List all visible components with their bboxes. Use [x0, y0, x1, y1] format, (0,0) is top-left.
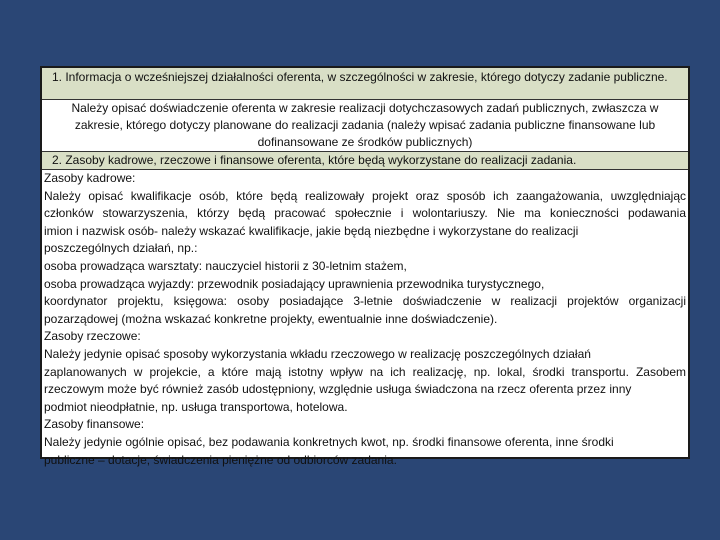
section-1-description: Należy opisać doświadczenie oferenta w zakresie realizacji dotychczasowych zadań publicznych, zwłaszcza w zakresie, którego dotyczy planowane do realizacji zadania (należy wpisać zadania publiczne finansowane lub dofinansowane ze środków publicznych) — [42, 100, 688, 152]
section-2-heading: 2. Zasoby kadrowe, rzeczowe i finansowe oferenta, które będą wykorzystane do realizacji zadania. — [42, 152, 688, 170]
body-line: pozarządowej (można wskazać konkretne projekty, ewentualnie inne doświadczenie). — [44, 311, 498, 326]
body-line: koordynator projektu, księgowa: osoby posiadające 3-letnie doświadczenie w realizacji projektów organizacji — [44, 294, 686, 309]
body-line: imion i nazwisk osób- należy wskazać kwalifikacje, jakie będą niezbędne i wykorzystane do realizacji — [44, 223, 579, 238]
section-1-heading: 1. Informacja o wcześniejszej działalności oferenta, w szczególności w zakresie, którego dotyczy zadanie publiczne. — [42, 68, 688, 100]
body-line: Należy jedynie opisać sposoby wykorzystania wkładu rzeczowego w realizację poszczególnych działań — [44, 346, 591, 361]
body-line: podmiot nieodpłatnie, np. usługa transportowa, hotelowa. — [44, 399, 348, 414]
body-line: członków stowarzyszenia, którzy będą pracować społecznie i wolontariuszy. Nie ma konieczności podawania — [44, 206, 686, 221]
body-line: poszczególnych działań, np.: — [44, 241, 198, 256]
body-line: osoba prowadząca warsztaty: nauczyciel historii z 30-letnim stażem, — [44, 258, 407, 273]
document-panel — [40, 66, 690, 467]
body-line: Należy jedynie ogólnie opisać, bez podawania konkretnych kwot, np. środki finansowe oferenta, inne środki — [44, 434, 614, 449]
body-line: zaplanowanych w projekcie, a które mają istotny wpływ na ich realizację, np. lokal, środki transportu. Zasobem — [44, 364, 686, 379]
subheading-material: Zasoby rzeczowe: — [44, 329, 141, 344]
body-line: publiczne – dotacje, świadczenia pieniężne od odbiorców zadania. — [44, 452, 397, 467]
section-2-body — [42, 170, 688, 467]
body-line: osoba prowadząca wyjazdy: przewodnik posiadający uprawnienia przewodnika turystycznego, — [44, 276, 545, 291]
body-line: rzeczowym może być również zasób udostępniony, względnie usługa świadczona na rzecz oferenta przez inny — [44, 382, 632, 397]
subheading-staff: Zasoby kadrowe: — [44, 171, 136, 185]
body-line: Należy opisać kwalifikacje osób, które będą realizowały projekt oraz sposób ich zaangażowania, uwzględniając — [44, 188, 686, 203]
subheading-financial: Zasoby finansowe: — [44, 417, 145, 432]
